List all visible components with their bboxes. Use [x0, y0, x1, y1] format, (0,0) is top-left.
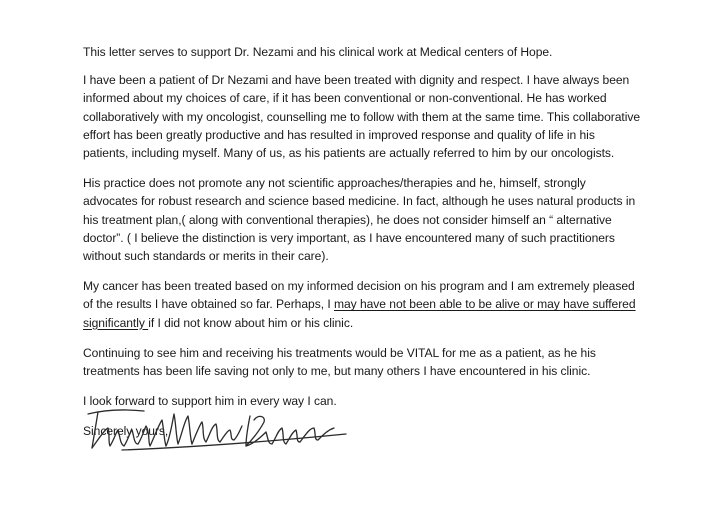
handwritten-signature: [84, 400, 354, 458]
letter-paragraph-practice: His practice does not promote any not scientific approaches/therapies and he, himself, strongly advocates for robust research and science based medicine. In fact, although he uses natural products in his treatment plan,( along with conventional therapies), he does not consider himself an “ alternative doctor”. ( I believe the distinction is very important, as I have encountered many of such practitioners without such standards or merits in their care).: [83, 176, 636, 264]
letter-paragraph-cancer: [83, 277, 643, 332]
letter-paragraph-support: I look forward to support him in every way I can.: [83, 394, 337, 409]
paragraph-cancer-start: My cancer has been treated based on my informed decision on his program and I am extremely pleased of the results I have obtained so far. Perhaps, I: [83, 279, 635, 312]
letter-closing: Sincerely yours,: [83, 424, 169, 439]
paragraph-cancer-end: if I did not know about him or his clinic.: [148, 315, 354, 330]
letter-intro: This letter serves to support Dr. Nezami and his clinical work at Medical centers of Hope.: [83, 45, 553, 59]
letter-body: [83, 43, 643, 453]
letter-paragraph-vital: Continuing to see him and receiving his treatments would be VITAL for me as a patient, as he his treatments has been life saving not only to me, but many others I have encountered in his clinic.: [83, 345, 596, 379]
underlined-statement: may have not been able to be alive or may have suffered significantly: [83, 297, 636, 330]
letter-paragraph-dignity: I have been a patient of Dr Nezami and have been treated with dignity and respect. I have always been informed about my choices of care, if it has been conventional or non-conventional. He has worked collaboratively with my oncologist, counselling me to follow with them at the same time. This collaborative effort has been greatly productive and has resulted in improved response and quality of life in his patients, including myself. Many of us, as his patients are actually referred to him by our oncologists.: [83, 73, 641, 161]
